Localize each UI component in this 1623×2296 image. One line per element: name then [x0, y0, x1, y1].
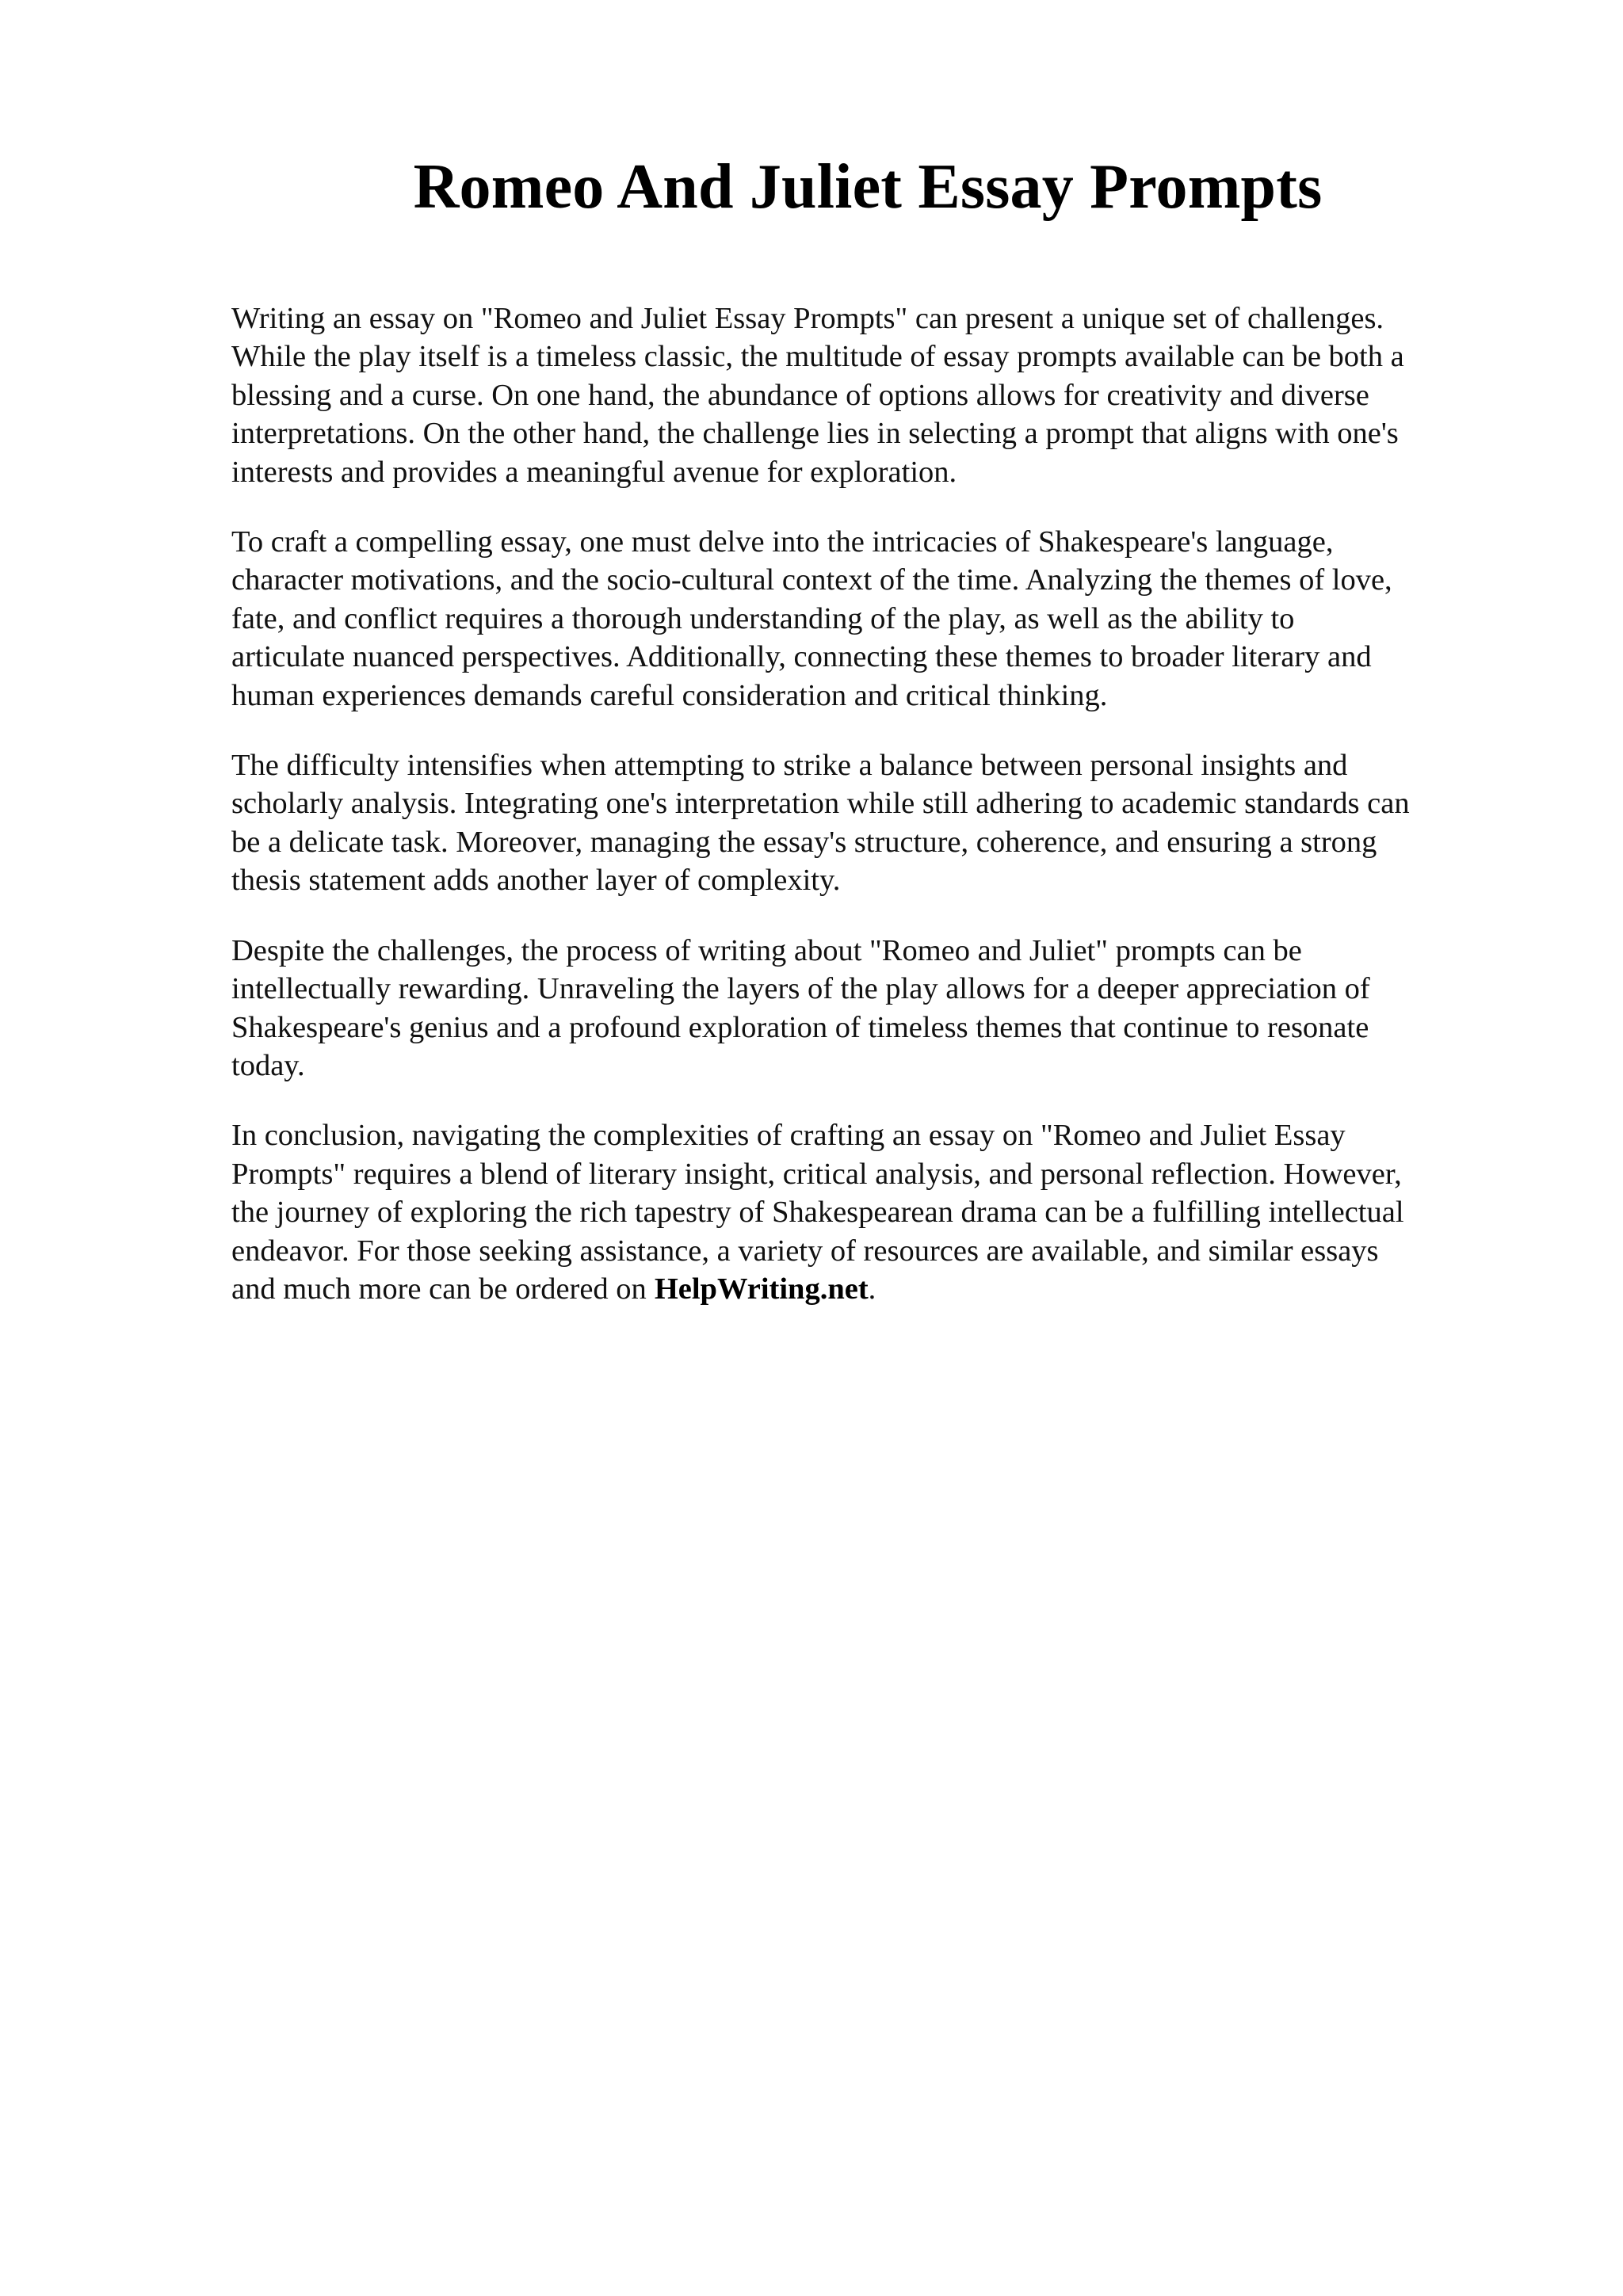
helpwriting-link[interactable]: HelpWriting.net — [654, 1272, 869, 1306]
text-line: blessing and a curse. On one hand, the abundance of options allows for creativity and diverse — [231, 378, 1369, 412]
closing-line — [231, 1270, 1515, 1308]
closing-text: and much more can be ordered on — [231, 1272, 647, 1306]
text-line: interpretations. On the other hand, the challenge lies in selecting a prompt that aligns with one's — [231, 417, 1399, 451]
text-line: fate, and conflict requires a thorough understanding of the play, as well as the ability to — [231, 601, 1295, 635]
text-line: To craft a compelling essay, one must delve into the intricacies of Shakespeare's language, — [231, 525, 1334, 559]
text-line: human experiences demands careful consideration and critical thinking. — [231, 678, 1108, 712]
text-line: scholarly analysis. Integrating one's interpretation while still adhering to academic standards can — [231, 787, 1410, 821]
document-body — [231, 299, 1515, 1340]
text-line: Shakespeare's genius and a profound exploration of timeless themes that continue to resonate — [231, 1010, 1369, 1044]
closing-period: . — [868, 1272, 876, 1306]
text-line: be a delicate task. Moreover, managing the essay's structure, coherence, and ensuring a strong — [231, 825, 1377, 859]
text-line: Prompts" requires a blend of literary insight, critical analysis, and personal reflection. However, — [231, 1157, 1402, 1191]
text-line: Writing an essay on "Romeo and Juliet Essay Prompts" can present a unique set of challenges. — [231, 302, 1384, 335]
paragraph-rewarding — [231, 932, 1515, 1085]
paragraph-difficulty — [231, 746, 1515, 900]
text-line: interests and provides a meaningful avenue for exploration. — [231, 455, 957, 489]
text-line: today. — [231, 1048, 305, 1082]
text-line: intellectually rewarding. Unraveling the layers of the play allows for a deeper appreciation of — [231, 972, 1370, 1006]
paragraph-intro — [231, 299, 1515, 491]
text-line: character motivations, and the socio-cultural context of the time. Analyzing the themes of love, — [231, 563, 1392, 597]
text-line: the journey of exploring the rich tapestry of Shakespearean drama can be a fulfilling intellectual — [231, 1196, 1404, 1230]
text-line: endeavor. For those seeking assistance, a variety of resources are available, and similar essays — [231, 1234, 1379, 1268]
document-title: Romeo And Juliet Essay Prompts — [413, 152, 1323, 222]
text-line: Despite the challenges, the process of writing about "Romeo and Juliet" prompts can be — [231, 933, 1302, 967]
text-line: thesis statement adds another layer of complexity. — [231, 864, 841, 898]
text-line: The difficulty intensifies when attempting to strike a balance between personal insights and — [231, 749, 1348, 783]
paragraph-conclusion — [231, 1116, 1515, 1308]
text-line: In conclusion, navigating the complexities of crafting an essay on "Romeo and Juliet Essay — [231, 1119, 1346, 1153]
text-line: articulate nuanced perspectives. Additionally, connecting these themes to broader literary and — [231, 640, 1372, 674]
text-line: While the play itself is a timeless classic, the multitude of essay prompts available can be both a — [231, 340, 1404, 374]
paragraph-craft — [231, 523, 1515, 715]
